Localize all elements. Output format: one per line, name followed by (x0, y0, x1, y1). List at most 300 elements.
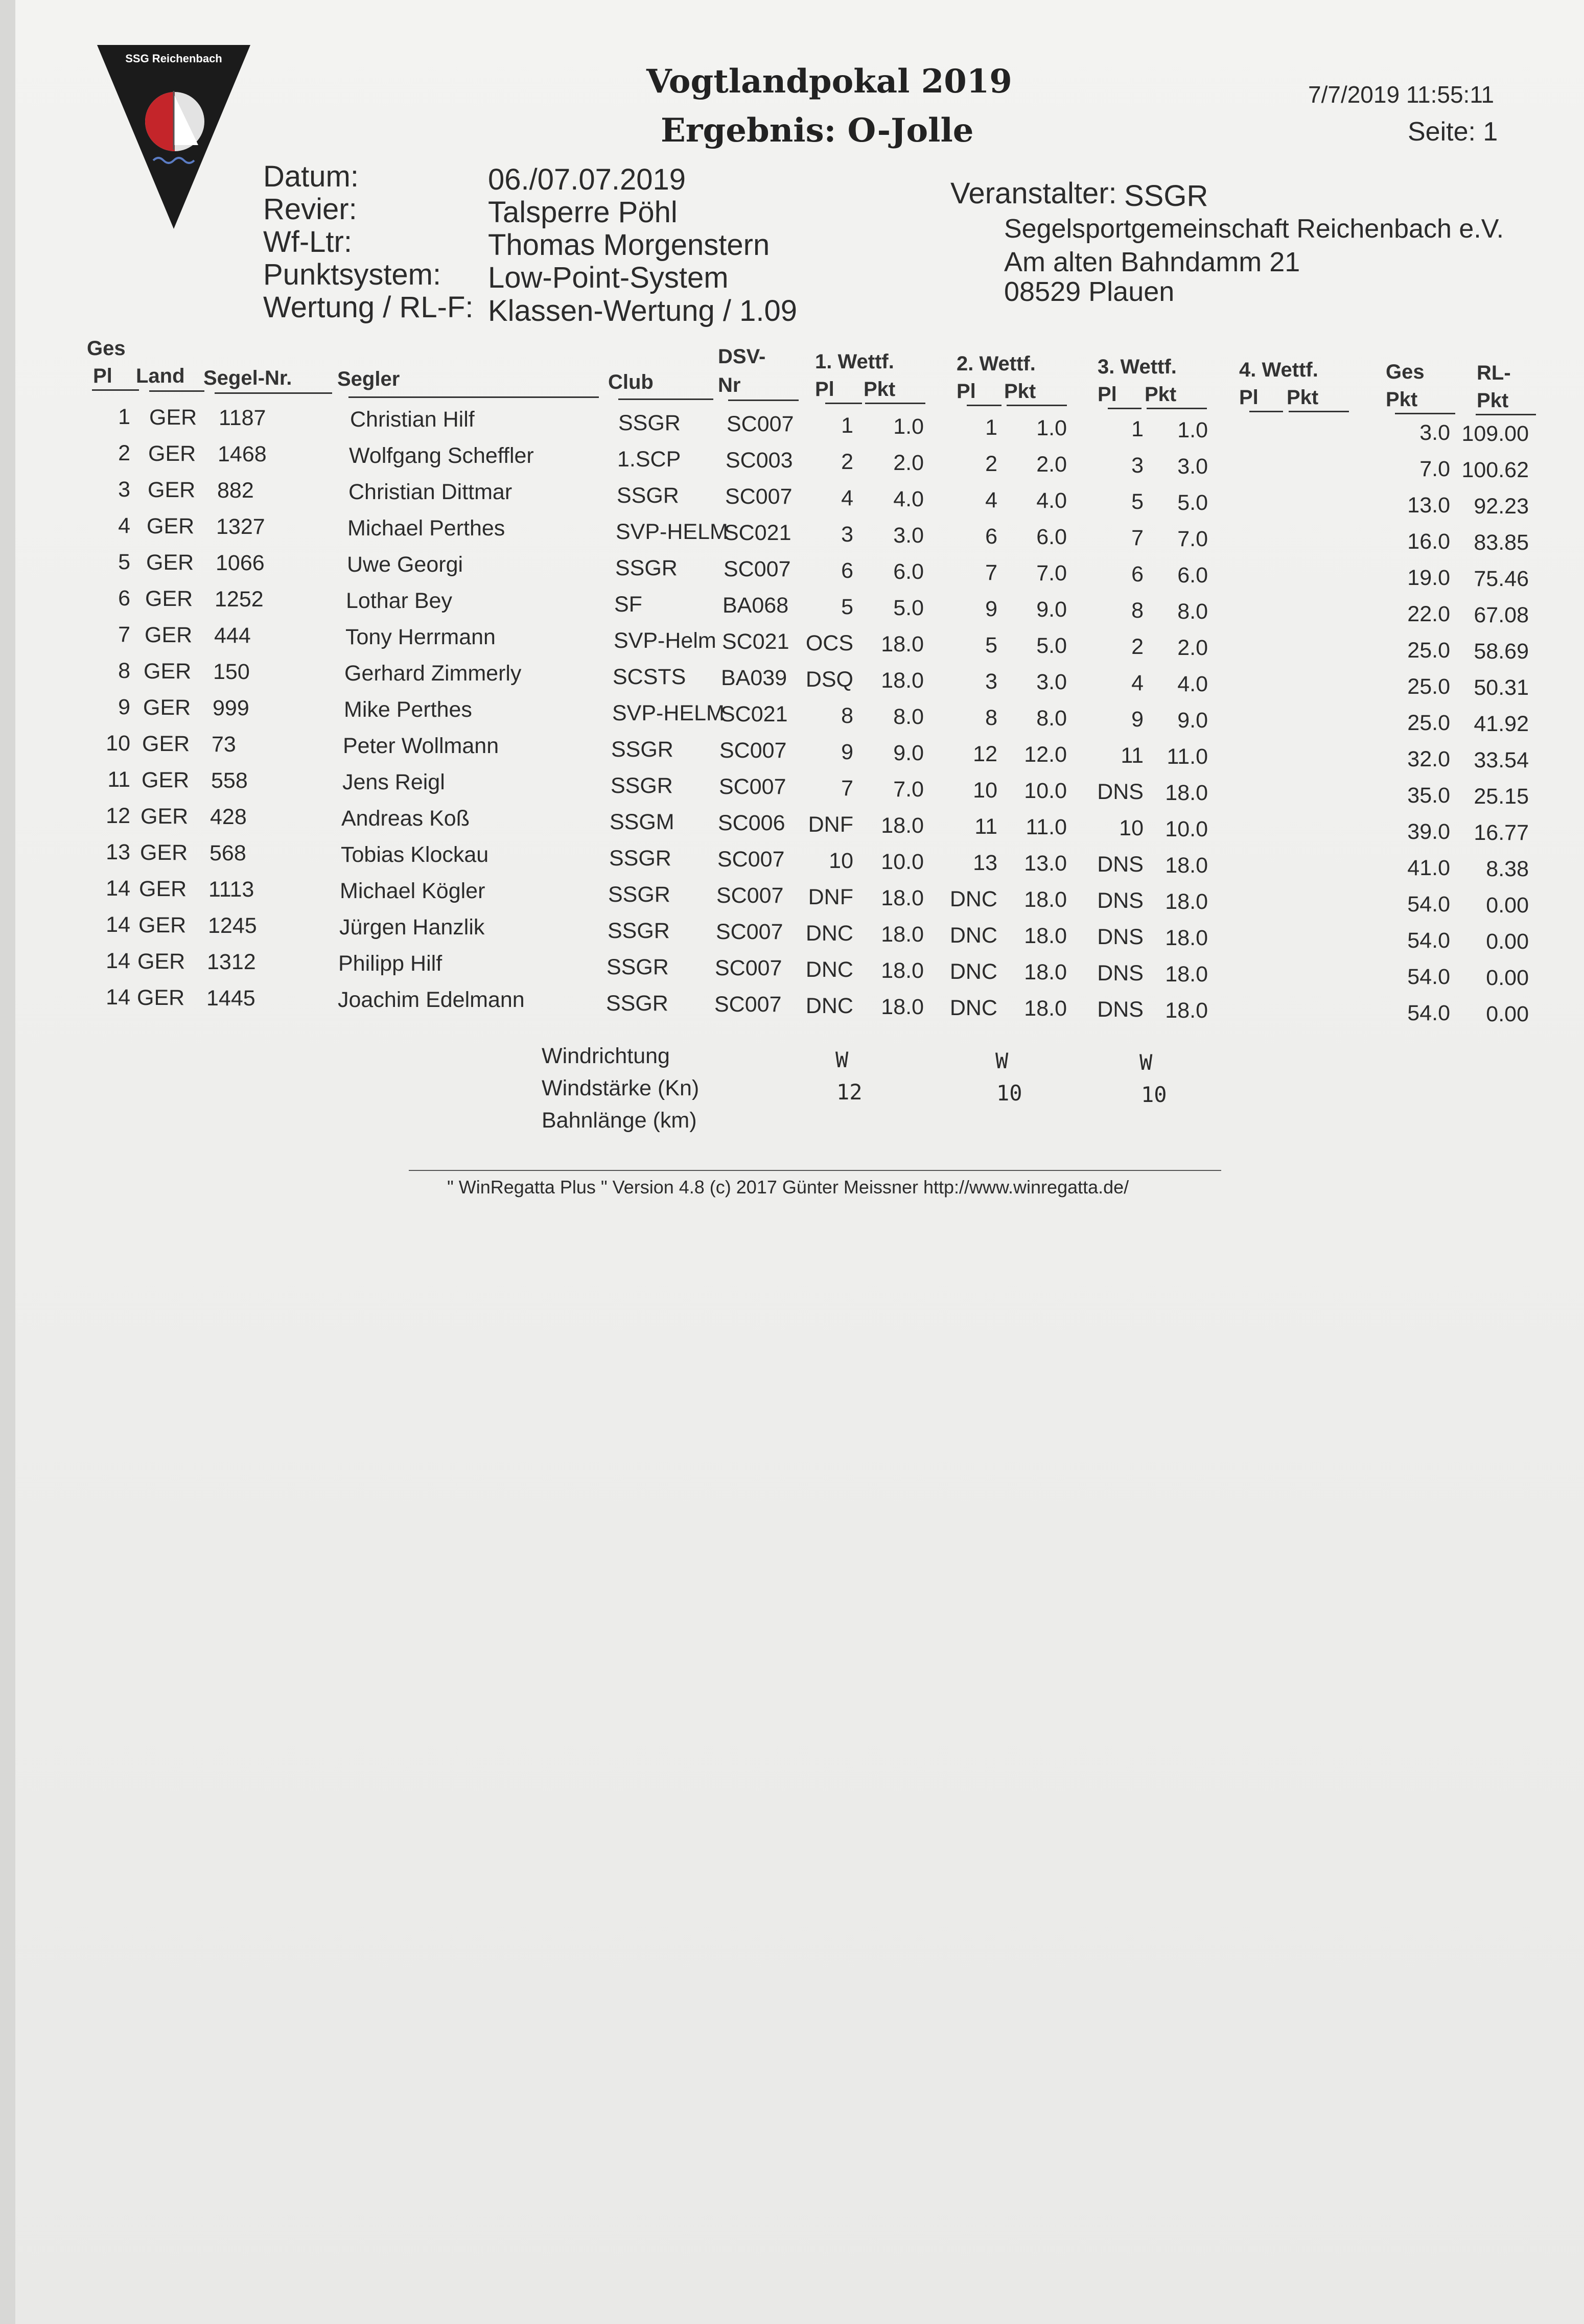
row-club: SCSTS (613, 665, 686, 689)
row-sailor: Jens Reigl (342, 770, 445, 794)
row-race2-points: 9.0 (1036, 597, 1067, 622)
row-total-points: 54.0 (1407, 892, 1450, 917)
row-race2-points: 11.0 (1026, 815, 1067, 839)
row-race1-place: 3 (841, 522, 853, 547)
row-sail-number: 150 (213, 660, 250, 684)
row-race3-points: 18.0 (1165, 781, 1208, 805)
row-club: SSGR (606, 991, 668, 1016)
row-rank: 3 (118, 477, 130, 502)
row-race3-points: 18.0 (1165, 926, 1208, 950)
row-rank: 5 (118, 550, 130, 574)
wfltr-label: Wf-Ltr: (263, 225, 352, 259)
row-race1-place: 6 (841, 558, 853, 583)
row-rl-points: 16.77 (1474, 820, 1529, 845)
row-race3-points: 9.0 (1177, 708, 1208, 733)
row-race2-points: 18.0 (1024, 887, 1067, 912)
row-dsv-number: SC003 (726, 448, 793, 473)
row-total-points: 16.0 (1407, 529, 1450, 554)
row-rl-points: 0.00 (1486, 1002, 1529, 1026)
row-country: GER (145, 623, 193, 647)
row-sail-number: 558 (211, 768, 248, 793)
row-total-points: 32.0 (1407, 747, 1450, 771)
row-race3-place: 10 (1119, 816, 1144, 840)
row-sail-number: 882 (217, 478, 254, 503)
punktsystem-label: Punktsystem: (263, 258, 441, 291)
row-race3-place: DNS (1097, 961, 1144, 985)
row-club: SVP-Helm (614, 628, 716, 653)
row-race2-points: 5.0 (1036, 633, 1067, 658)
row-club: SF (614, 592, 642, 617)
col-race1: 1. Wettf. (815, 350, 894, 373)
row-total-points: 54.0 (1407, 1001, 1450, 1025)
col-ges: Ges (87, 337, 126, 360)
row-race1-place: 10 (829, 849, 853, 873)
row-race1-points: 18.0 (881, 995, 924, 1019)
row-club: SSGR (608, 919, 670, 943)
col-segelnr: Segel-Nr. (203, 367, 292, 389)
wertung-value: Klassen-Wertung / 1.09 (488, 294, 798, 327)
row-race1-place: DNC (805, 921, 853, 946)
row-race3-place: 5 (1131, 489, 1144, 514)
table-row (15, 622, 1584, 664)
col-dsv-1: DSV- (718, 345, 766, 368)
veranstalter-value: SSGR (1124, 179, 1208, 213)
page-title: Vogtlandpokal 2019 (646, 62, 1012, 101)
row-rl-points: 0.00 (1486, 893, 1529, 918)
row-rl-points: 92.23 (1474, 494, 1529, 519)
row-country: GER (140, 840, 188, 865)
row-dsv-number: BA068 (723, 593, 789, 618)
row-race1-place: 8 (841, 703, 853, 728)
row-race1-points: 8.0 (893, 705, 924, 729)
row-race3-points: 1.0 (1177, 418, 1208, 442)
col-race3-pkt: Pkt (1145, 383, 1177, 406)
row-country: GER (137, 949, 185, 974)
table-row (15, 586, 1584, 627)
row-dsv-number: SC007 (719, 738, 787, 763)
row-rl-points: 83.85 (1474, 530, 1529, 555)
row-race3-place: 7 (1131, 526, 1144, 550)
row-sailor: Tony Herrmann (345, 625, 496, 649)
wfltr-value: Thomas Morgenstern (488, 228, 770, 262)
row-rank: 14 (106, 912, 130, 937)
table-row (15, 405, 1584, 446)
row-race2-place: DNC (949, 959, 997, 984)
wertung-label: Wertung / RL-F: (263, 291, 474, 324)
row-race2-points: 18.0 (1024, 996, 1067, 1021)
row-total-points: 13.0 (1407, 493, 1450, 518)
row-race1-place: DSQ (805, 667, 853, 692)
row-sailor: Philipp Hilf (338, 951, 442, 976)
row-club: SSGR (615, 556, 678, 580)
row-rl-points: 50.31 (1474, 675, 1529, 700)
row-club: SSGM (610, 810, 674, 834)
row-race1-place: OCS (805, 631, 853, 655)
row-sailor: Jürgen Hanzlik (339, 915, 485, 940)
table-row (15, 840, 1584, 881)
row-dsv-number: SC007 (714, 992, 782, 1017)
row-race1-points: 6.0 (893, 559, 924, 584)
page-subtitle: Ergebnis: O-Jolle (661, 111, 974, 150)
row-rl-points: 0.00 (1486, 929, 1529, 954)
row-race2-points: 4.0 (1036, 488, 1067, 513)
col-race4-pkt: Pkt (1287, 386, 1319, 409)
row-race3-place: 9 (1131, 707, 1144, 732)
row-race3-place: 8 (1131, 598, 1144, 623)
wind-strength-race2: 10 (996, 1081, 1022, 1106)
row-country: GER (139, 877, 187, 901)
row-race2-place: 4 (985, 488, 997, 512)
row-sail-number: 1468 (218, 442, 267, 466)
row-country: GER (148, 441, 196, 466)
wind-strength-label: Windstärke (Kn) (542, 1076, 700, 1100)
table-row (15, 876, 1584, 918)
row-race2-place: 7 (985, 560, 997, 585)
row-race3-points: 8.0 (1177, 599, 1208, 624)
row-race1-place: 2 (841, 450, 853, 474)
row-dsv-number: SC007 (725, 484, 793, 509)
row-rank: 14 (106, 876, 130, 901)
row-race1-points: 18.0 (881, 922, 924, 947)
row-race2-points: 7.0 (1036, 561, 1067, 585)
row-total-points: 39.0 (1407, 819, 1450, 844)
row-race3-points: 18.0 (1165, 853, 1208, 878)
row-race2-place: 1 (985, 415, 997, 440)
row-sail-number: 1245 (208, 913, 257, 938)
footer-divider (409, 1170, 1221, 1171)
row-total-points: 19.0 (1407, 566, 1450, 590)
row-race1-points: 3.0 (893, 523, 924, 548)
row-race1-place: DNF (808, 885, 853, 909)
row-dsv-number: SC007 (717, 847, 785, 872)
row-race1-place: 5 (841, 595, 853, 619)
row-race2-place: 3 (985, 669, 997, 694)
row-race2-place: 9 (985, 597, 997, 621)
row-dsv-number: SC021 (720, 702, 788, 726)
row-race1-points: 18.0 (881, 813, 924, 838)
row-country: GER (137, 985, 185, 1010)
row-race1-place: 4 (841, 486, 853, 510)
row-sail-number: 428 (210, 805, 247, 829)
row-race1-points: 5.0 (893, 596, 924, 620)
row-race3-place: 11 (1121, 743, 1144, 768)
row-total-points: 7.0 (1419, 457, 1450, 481)
row-rank: 7 (118, 622, 130, 647)
row-rank: 8 (118, 659, 130, 683)
row-race3-points: 7.0 (1177, 527, 1208, 551)
club-logo (97, 45, 250, 229)
row-race1-points: 9.0 (893, 741, 924, 765)
wind-strength-race1: 12 (836, 1079, 863, 1105)
row-club: SSGR (607, 955, 669, 979)
row-country: GER (149, 405, 197, 430)
row-country: GER (145, 586, 193, 611)
row-race1-points: 10.0 (881, 850, 924, 874)
row-sail-number: 1327 (216, 514, 265, 539)
row-rl-points: 109.00 (1461, 421, 1529, 446)
col-race3-pl: Pl (1098, 383, 1117, 406)
row-race1-place: 7 (841, 776, 853, 801)
row-race2-points: 3.0 (1036, 670, 1067, 694)
row-rank: 1 (118, 405, 130, 429)
row-dsv-number: SC007 (724, 557, 791, 581)
row-race3-points: 2.0 (1177, 636, 1208, 660)
row-rank: 14 (106, 985, 130, 1010)
col-land: Land (136, 365, 185, 387)
row-race2-place: 5 (985, 633, 997, 658)
row-dsv-number: SC021 (724, 521, 791, 545)
table-row (15, 477, 1584, 519)
row-sail-number: 568 (209, 841, 246, 865)
row-club: SVP-HELM (612, 701, 725, 725)
row-race2-points: 18.0 (1024, 960, 1067, 984)
row-race3-place: 4 (1131, 671, 1144, 695)
row-sailor: Tobias Klockau (341, 842, 489, 867)
row-dsv-number: BA039 (721, 666, 787, 690)
organizer-name: Segelsportgemeinschaft Reichenbach e.V. (1004, 214, 1504, 244)
row-race2-points: 18.0 (1024, 924, 1067, 948)
row-sail-number: 1312 (207, 950, 256, 974)
row-total-points: 54.0 (1407, 928, 1450, 953)
row-rank: 10 (106, 731, 130, 756)
wind-strength-race3: 10 (1141, 1082, 1167, 1107)
row-race3-place: DNS (1097, 780, 1144, 804)
revier-value: Talsperre Pöhl (488, 196, 678, 229)
table-row (15, 767, 1584, 809)
row-total-points: 54.0 (1407, 965, 1450, 989)
col-race1-pl: Pl (815, 378, 834, 401)
datum-label: Datum: (263, 160, 359, 193)
col-race1-pkt: Pkt (864, 378, 896, 401)
row-race2-points: 10.0 (1024, 779, 1067, 803)
row-dsv-number: SC007 (715, 956, 782, 980)
table-row (15, 949, 1584, 990)
row-total-points: 25.0 (1407, 638, 1450, 663)
row-country: GER (148, 478, 196, 502)
row-sailor: Lothar Bey (346, 589, 452, 613)
row-sail-number: 73 (212, 732, 236, 757)
row-race3-place: DNS (1097, 997, 1144, 1022)
row-race1-place: DNF (808, 812, 853, 837)
row-race3-place: 6 (1131, 562, 1144, 586)
organizer-city: 08529 Plauen (1004, 276, 1175, 307)
row-sail-number: 1066 (216, 551, 265, 575)
col-dsv-2: Nr (718, 374, 741, 396)
row-sailor: Uwe Georgi (347, 552, 463, 577)
row-sail-number: 1445 (206, 986, 255, 1011)
row-country: GER (141, 804, 189, 829)
row-sail-number: 1187 (219, 406, 266, 430)
row-race2-place: 11 (974, 814, 997, 839)
row-race2-points: 6.0 (1036, 525, 1067, 549)
row-race2-points: 2.0 (1036, 452, 1067, 477)
col-club: Club (608, 371, 654, 393)
row-rank: 11 (107, 767, 130, 792)
row-race1-place: DNC (805, 957, 853, 982)
course-length-label: Bahnlänge (km) (542, 1108, 697, 1133)
row-club: SSGR (618, 411, 681, 435)
row-country: GER (147, 514, 195, 538)
row-sail-number: 999 (213, 696, 249, 720)
row-race3-place: DNS (1097, 925, 1144, 949)
row-rank: 4 (118, 513, 130, 538)
row-sailor: Wolfgang Scheffler (349, 443, 534, 468)
row-sailor: Mike Perthes (344, 697, 472, 722)
result-sheet (15, 0, 1584, 2324)
row-country: GER (142, 768, 190, 792)
row-club: 1.SCP (617, 447, 681, 472)
row-race1-points: 4.0 (893, 487, 924, 511)
row-race1-points: 18.0 (881, 958, 924, 983)
row-rank: 13 (106, 840, 130, 864)
punktsystem-value: Low-Point-System (488, 261, 729, 294)
row-race2-place: 12 (973, 742, 997, 766)
col-rl-1: RL- (1477, 362, 1511, 384)
row-rl-points: 25.15 (1474, 784, 1529, 809)
row-race1-points: 18.0 (881, 668, 924, 693)
row-race3-points: 10.0 (1165, 817, 1208, 841)
col-race4: 4. Wettf. (1239, 359, 1318, 381)
row-race1-points: 2.0 (893, 451, 924, 475)
row-total-points: 35.0 (1407, 783, 1450, 808)
table-row (15, 550, 1584, 591)
row-total-points: 22.0 (1407, 602, 1450, 626)
row-country: GER (143, 695, 191, 720)
row-rank: 2 (118, 441, 130, 465)
row-rank: 14 (106, 949, 130, 973)
row-rank: 9 (118, 695, 130, 719)
row-rl-points: 33.54 (1474, 748, 1529, 772)
row-sailor: Peter Wollmann (343, 734, 499, 758)
row-race3-points: 18.0 (1165, 889, 1208, 914)
row-race3-points: 11.0 (1167, 744, 1208, 769)
row-dsv-number: SC006 (718, 811, 785, 835)
row-country: GER (144, 659, 192, 684)
row-race2-place: DNC (949, 887, 997, 911)
col-pl: Pl (93, 365, 112, 387)
row-race3-points: 18.0 (1165, 998, 1208, 1023)
row-dsv-number: SC007 (719, 774, 786, 799)
row-rl-points: 75.46 (1474, 567, 1529, 591)
row-sail-number: 1252 (215, 587, 264, 612)
row-total-points: 41.0 (1407, 856, 1450, 880)
row-dsv-number: SC007 (727, 412, 794, 436)
col-race2-pl: Pl (957, 380, 976, 403)
row-total-points: 25.0 (1407, 674, 1450, 699)
row-country: GER (138, 913, 187, 937)
datum-value: 06./07.07.2019 (488, 163, 686, 196)
col-race4-pl: Pl (1239, 386, 1259, 409)
row-race3-points: 4.0 (1177, 672, 1208, 696)
row-sailor: Joachim Edelmann (338, 988, 525, 1012)
row-sail-number: 1113 (208, 877, 254, 902)
row-club: SVP-HELM (616, 520, 728, 544)
row-race3-place: DNS (1097, 852, 1144, 877)
row-total-points: 25.0 (1407, 711, 1450, 735)
row-dsv-number: SC007 (716, 883, 784, 908)
organizer-street: Am alten Bahndamm 21 (1004, 247, 1300, 277)
row-club: SSGR (617, 483, 679, 508)
table-row (15, 804, 1584, 845)
row-race2-place: 8 (985, 706, 997, 730)
row-rl-points: 0.00 (1486, 966, 1529, 990)
row-race2-points: 13.0 (1024, 851, 1067, 876)
col-total-2: Pkt (1386, 388, 1418, 411)
row-rank: 12 (106, 804, 130, 828)
wind-direction-label: Windrichtung (542, 1044, 670, 1068)
col-total-1: Ges (1386, 361, 1425, 383)
row-dsv-number: SC021 (722, 629, 789, 654)
row-race2-points: 1.0 (1036, 416, 1067, 440)
row-race1-place: DNC (805, 994, 853, 1018)
row-dsv-number: SC007 (716, 920, 783, 944)
row-sailor: Michael Kögler (340, 879, 485, 903)
wind-direction-race2: W (995, 1048, 1009, 1073)
row-race2-place: DNC (949, 996, 997, 1020)
col-rl-2: Pkt (1477, 389, 1509, 412)
row-country: GER (142, 732, 190, 756)
table-row (15, 985, 1584, 1026)
logo-text: SSG Reichenbach (125, 52, 222, 65)
footer-credit: " WinRegatta Plus " Version 4.8 (c) 2017 Günter Meissner http://www.winregatta.de/ (447, 1177, 1129, 1198)
row-race2-place: DNC (949, 923, 997, 948)
revier-label: Revier: (263, 193, 357, 226)
row-race3-place: 3 (1131, 453, 1144, 478)
row-club: SSGR (611, 737, 673, 762)
row-race1-place: 9 (841, 740, 853, 764)
row-race1-points: 7.0 (893, 777, 924, 802)
wind-direction-race3: W (1139, 1050, 1153, 1075)
row-race3-points: 18.0 (1165, 962, 1208, 987)
col-race2-pkt: Pkt (1004, 380, 1036, 403)
row-race1-points: 1.0 (893, 414, 924, 439)
row-race1-points: 18.0 (881, 632, 924, 656)
row-race2-points: 12.0 (1024, 742, 1067, 767)
row-race2-place: 6 (985, 524, 997, 549)
table-row (15, 731, 1584, 772)
print-timestamp: 7/7/2019 11:55:11 (1308, 81, 1495, 108)
col-race3: 3. Wettf. (1098, 356, 1177, 378)
row-total-points: 3.0 (1419, 420, 1450, 445)
row-country: GER (146, 550, 194, 575)
row-race3-points: 3.0 (1177, 454, 1208, 479)
row-sailor: Christian Hilf (350, 407, 475, 432)
table-row (15, 441, 1584, 482)
row-race1-place: 1 (841, 413, 853, 438)
row-race3-points: 6.0 (1177, 563, 1208, 588)
row-race3-place: 2 (1131, 635, 1144, 659)
row-race3-place: DNS (1097, 888, 1144, 913)
row-race2-place: 10 (973, 778, 997, 803)
table-row (15, 513, 1584, 555)
row-sailor: Gerhard Zimmerly (344, 661, 522, 686)
wind-direction-race1: W (835, 1047, 849, 1072)
table-row (15, 695, 1584, 736)
col-segler: Segler (337, 368, 400, 390)
row-race1-points: 18.0 (881, 886, 924, 910)
row-sailor: Christian Dittmar (348, 480, 513, 504)
row-sailor: Michael Perthes (347, 516, 505, 541)
row-race2-place: 2 (985, 452, 997, 476)
row-race2-points: 8.0 (1036, 706, 1067, 731)
row-rl-points: 8.38 (1486, 857, 1529, 881)
page-number: Seite: 1 (1408, 117, 1498, 147)
row-club: SSGR (608, 882, 670, 907)
row-club: SSGR (611, 773, 673, 798)
row-rl-points: 100.62 (1461, 458, 1529, 482)
row-race2-place: 13 (973, 851, 997, 875)
row-rl-points: 67.08 (1474, 603, 1529, 627)
